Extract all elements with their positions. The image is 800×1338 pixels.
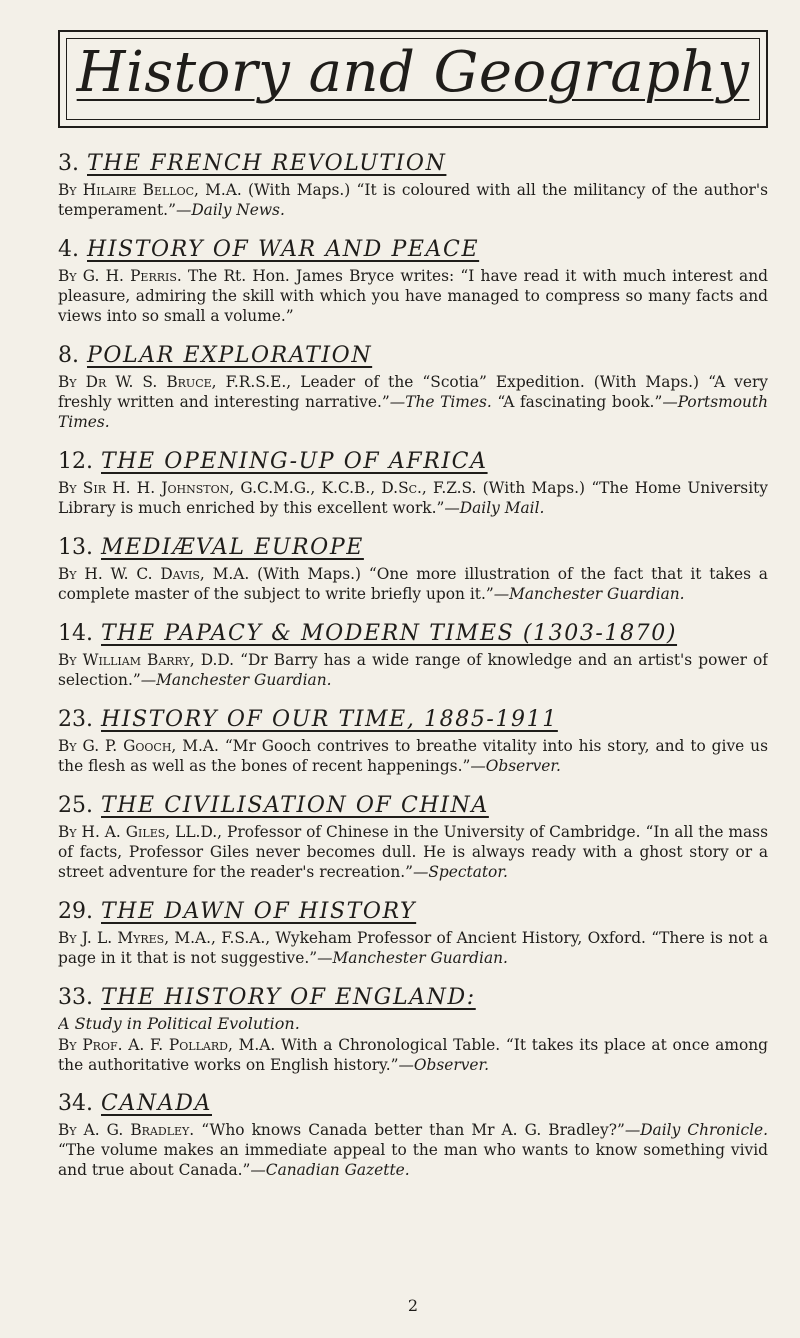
book-title: HISTORY OF WAR AND PEACE (87, 237, 480, 262)
book-number: 13. (58, 535, 93, 560)
review-quote: “It takes its place at once among the authoritative works on English history.” (58, 1036, 768, 1074)
book-description (58, 928, 768, 968)
review-quote: “Dr Barry has a wide range of knowledge and an artist's power of selection.” (58, 651, 768, 689)
book-title: THE PAPACY & MODERN TIMES (1303-1870) (101, 621, 678, 646)
review-source: —The Times. (389, 393, 492, 411)
book-author: By Hilaire Belloc, M.A. (58, 181, 242, 199)
review-quote: “One more illustration of the fact that it takes a complete master of the subject to write briefly upon it.” (58, 565, 768, 603)
review-quote: “A fascinating book.” (491, 393, 663, 411)
book-author: By G. H. Perris. (58, 267, 182, 285)
book-title-line (58, 150, 768, 178)
review-source: —Daily Chronicle. (624, 1121, 768, 1139)
review-quote: “The Home University Library is much enriched by this excellent work.” (58, 479, 768, 517)
book-description (58, 822, 768, 882)
book-number: 4. (58, 237, 79, 262)
book-title-line (58, 236, 768, 264)
book-number: 23. (58, 707, 93, 732)
review-source: —Spectator. (413, 863, 508, 881)
book-entry (58, 342, 768, 432)
book-title: THE OPENING-UP OF AFRICA (101, 449, 488, 474)
book-entry (58, 984, 768, 1074)
review-source: —Manchester Guardian. (140, 671, 332, 689)
book-title-line (58, 342, 768, 370)
book-title-line (58, 706, 768, 734)
book-description (58, 736, 768, 776)
review-quote: “I have read it with much interest and pleasure, admiring the skill with which you have managed to compress so many facts and views into so small a volume.” (58, 267, 768, 325)
book-title: THE CIVILISATION OF CHINA (101, 793, 489, 818)
review-quote: “In all the mass of facts, Professor Giles never becomes dull. He is always ready with a ghost story or a street adventure for the reader's recreation.” (58, 823, 768, 881)
book-description (58, 650, 768, 690)
book-number: 3. (58, 151, 79, 176)
book-details: With a Chronological Table. (275, 1036, 506, 1054)
book-description (58, 1120, 768, 1180)
book-title-line (58, 1090, 768, 1118)
review-source: —Portsmouth Times. (58, 393, 768, 431)
book-title: POLAR EXPLORATION (87, 343, 373, 368)
book-description (58, 180, 768, 220)
review-quote: “The volume makes an immediate appeal to the man who wants to know something vivid and true about Canada.” (58, 1141, 768, 1179)
book-title-line (58, 534, 768, 562)
book-author: By H. A. Giles, LL.D., (58, 823, 223, 841)
review-quote: “A very freshly written and interesting narrative.” (58, 373, 768, 411)
book-description (58, 1014, 768, 1074)
review-source: —Daily News. (175, 201, 285, 219)
book-author: By H. W. C. Davis, M.A. (58, 565, 250, 583)
book-entry (58, 620, 768, 690)
book-entry (58, 150, 768, 220)
book-entry (58, 448, 768, 518)
book-description (58, 564, 768, 604)
book-author: By Sir H. H. Johnston, G.C.M.G., K.C.B., D.Sc., F.Z.S. (58, 479, 477, 497)
book-title-line (58, 620, 768, 648)
book-title: HISTORY OF OUR TIME, 1885-1911 (101, 707, 558, 732)
book-author: By J. L. Myres, M.A., F.S.A., (58, 929, 271, 947)
book-title: THE DAWN OF HISTORY (101, 899, 417, 924)
book-description (58, 478, 768, 518)
book-entry (58, 706, 768, 776)
book-author: By A. G. Bradley. (58, 1121, 195, 1139)
book-entry (58, 1090, 768, 1180)
review-quote: “Mr Gooch contrives to breathe vitality into his story, and to give us the flesh as well as the bones of recent happenings.” (58, 737, 768, 775)
book-author: By William Barry, D.D. (58, 651, 235, 669)
book-list (58, 150, 768, 1196)
book-entry (58, 534, 768, 604)
book-details: The Rt. Hon. James Bryce writes: (181, 267, 461, 285)
review-quote: “It is coloured with all the militancy of the author's temperament.” (58, 181, 768, 219)
book-title: THE HISTORY OF ENGLAND: (101, 985, 476, 1010)
book-description (58, 372, 768, 432)
page-number: 2 (407, 1296, 419, 1315)
review-source: —Canadian Gazette. (250, 1161, 410, 1179)
book-title-line (58, 898, 768, 926)
book-subtitle: A Study in Political Evolution. (58, 1014, 300, 1033)
book-title-line (58, 448, 768, 476)
book-title: THE FRENCH REVOLUTION (87, 151, 447, 176)
book-number: 34. (58, 1091, 93, 1116)
section-heading: History and Geography (76, 40, 750, 105)
review-quote: “There is not a page in it that is not suggestive.” (58, 929, 768, 967)
review-source: —Daily Mail. (444, 499, 545, 517)
book-details: (With Maps.) (249, 565, 369, 583)
book-entry (58, 898, 768, 968)
review-source: —Manchester Guardian. (493, 585, 685, 603)
book-number: 8. (58, 343, 79, 368)
book-entry (58, 792, 768, 882)
book-number: 12. (58, 449, 93, 474)
review-source: —Observer. (398, 1056, 490, 1074)
book-number: 14. (58, 621, 93, 646)
book-details: (With Maps.) (476, 479, 592, 497)
book-title: CANADA (101, 1091, 212, 1116)
catalogue-page (58, 0, 778, 1338)
book-details: Professor of Chinese in the University of Cambridge. (222, 823, 646, 841)
review-source: —Manchester Guardian. (317, 949, 508, 967)
book-title-line (58, 792, 768, 820)
book-number: 25. (58, 793, 93, 818)
review-source: —Observer. (470, 757, 561, 775)
book-number: 33. (58, 985, 93, 1010)
book-description (58, 266, 768, 326)
book-details: (With Maps.) (241, 181, 357, 199)
book-title: MEDIÆVAL EUROPE (101, 535, 364, 560)
book-title-line (58, 984, 768, 1012)
book-entry (58, 236, 768, 326)
book-number: 29. (58, 899, 93, 924)
book-author: By Prof. A. F. Pollard, M.A. (58, 1036, 276, 1054)
book-author: By Dr W. S. Bruce, F.R.S.E., (58, 373, 292, 391)
book-details: Wykeham Professor of Ancient History, Oxford. (270, 929, 652, 947)
book-author: By G. P. Gooch, M.A. (58, 737, 219, 755)
book-details: Leader of the “Scotia” Expedition. (With Maps.) (291, 373, 709, 391)
review-quote: “Who knows Canada better than Mr A. G. Bradley?” (201, 1121, 625, 1139)
